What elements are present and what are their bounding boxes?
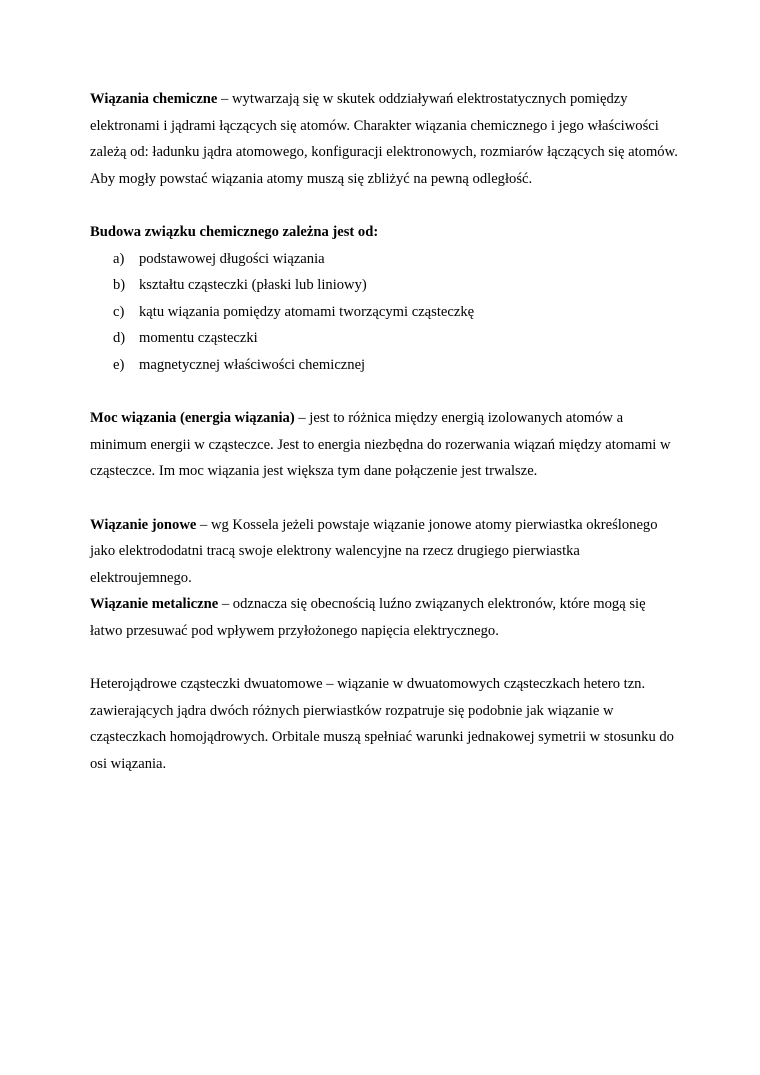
- spacer: [90, 644, 680, 671]
- heading-compound-structure: [90, 219, 680, 246]
- term-ionic-bond: Wiązanie jonowe: [90, 516, 197, 533]
- paragraph-heteronuclear: [90, 671, 680, 777]
- list-marker: d): [113, 330, 126, 347]
- text-metallic-bond: – odznacza się obecnością luźno związanych elektronów, które mogą się łatwo przesuwać pod wpływem przyłożonego napięcia elektrycznego.: [90, 596, 646, 639]
- list-marker: c): [113, 303, 125, 320]
- list-marker: a): [113, 250, 125, 267]
- list-item: [90, 325, 680, 352]
- list-item-text: magnetycznej właściwości chemicznej: [139, 356, 366, 373]
- term-chemical-bonds: Wiązania chemiczne: [90, 91, 218, 107]
- text-chemical-bonds: – wytwarzają się w skutek oddziaływań elektrostatycznych pomiędzy elektronami i jądrami łączących się atomów. Charakter wiązania chemicznego i jego właściwości zależą od: ładunku jądra atomowego, konfiguracji elektronowych, rozmiarów łączących się atomów. Aby mogły powstać wiązania atomy muszą się zbliżyć na pewną odległość.: [90, 91, 678, 187]
- paragraph-ionic-bond: [90, 512, 680, 592]
- spacer: [90, 192, 680, 219]
- list-item: [90, 272, 680, 299]
- list-marker: b): [113, 277, 126, 294]
- structure-list: [90, 246, 680, 379]
- term-bond-energy: Moc wiązania (energia wiązania): [90, 410, 295, 427]
- paragraph-metallic-bond: [90, 591, 680, 644]
- list-item-text: podstawowej długości wiązania: [139, 250, 325, 267]
- list-item-text: momentu cząsteczki: [139, 330, 258, 347]
- list-item-text: kątu wiązania pomiędzy atomami tworzącymi cząsteczkę: [139, 303, 475, 320]
- list-item: [90, 352, 680, 379]
- text-ionic-bond: – wg Kossela jeżeli powstaje wiązanie jonowe atomy pierwiastka określonego jako elektrododatni tracą swoje elektrony walencyjne na rzecz drugiego pierwiastka elektroujemnego.: [90, 516, 658, 586]
- term-metallic-bond: Wiązanie metaliczne: [90, 596, 219, 613]
- text-bond-energy: – jest to różnica między energią izolowanych atomów a minimum energii w cząsteczce. Jest to energia niezbędna do rozerwania wiązań między atomami w cząsteczce. Im moc wiązania jest większa tym dane połączenie jest trwalsze.: [90, 410, 671, 480]
- list-marker: e): [113, 356, 125, 373]
- document-page: [90, 86, 680, 777]
- paragraph-chemical-bonds: [90, 86, 680, 192]
- list-item: [90, 299, 680, 326]
- spacer: [90, 379, 680, 406]
- paragraph-bond-energy: [90, 405, 680, 485]
- heading-compound-structure-text: Budowa związku chemicznego zależna jest od:: [90, 223, 379, 240]
- spacer: [90, 485, 680, 512]
- list-item: [90, 246, 680, 273]
- list-item-text: kształtu cząsteczki (płaski lub liniowy): [139, 277, 367, 294]
- text-heteronuclear: Heterojądrowe cząsteczki dwuatomowe – wiązanie w dwuatomowych cząsteczkach hetero tzn. zawierających jądra dwóch różnych pierwiastków rozpatruje się podobnie jak wiązanie w cząsteczkach homojądrowych. Orbitale muszą spełniać warunki jednakowej symetrii w stosunku do osi wiązania.: [90, 676, 674, 772]
